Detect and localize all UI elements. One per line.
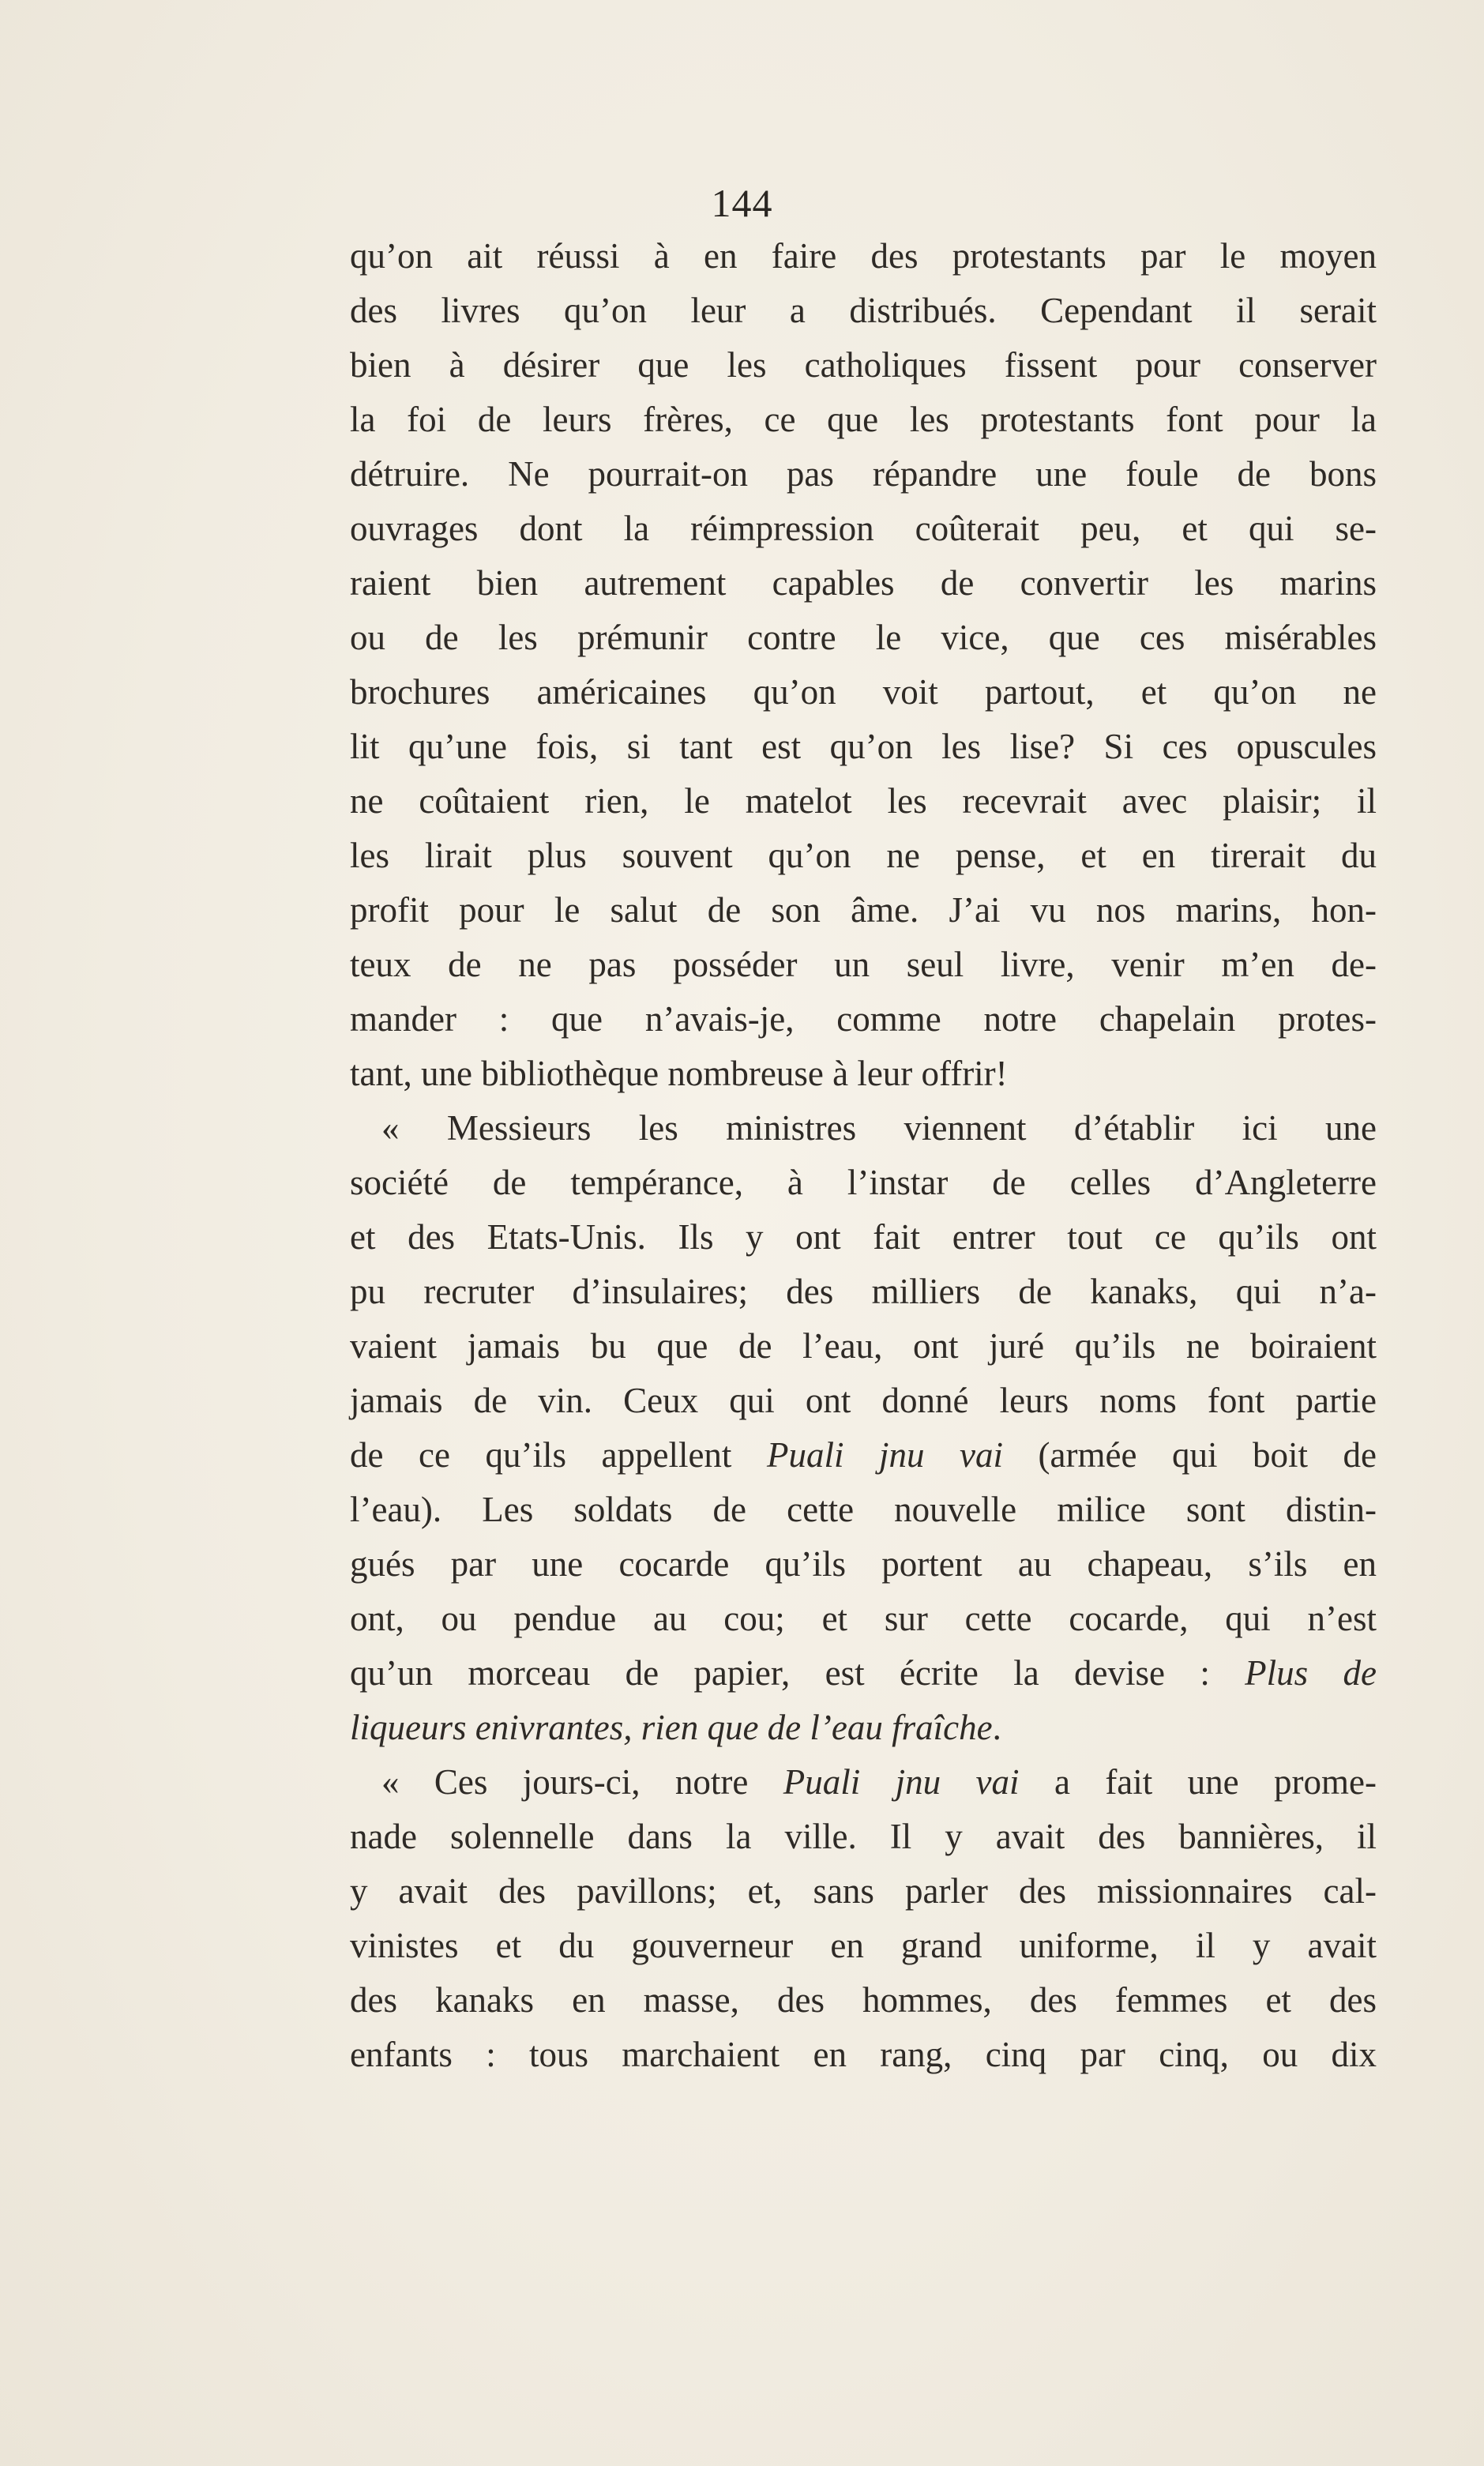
text-line: ont, ou pendue au cou; et sur cette cocarde, qui n’est [350,1599,1377,1638]
text-line [350,1701,1377,1755]
text-line: des livres qu’on leur a distribués. Cependant il serait [350,291,1377,330]
text-line: l’eau). Les soldats de cette nouvelle milice sont distin- [350,1490,1377,1529]
text-line: gués par une cocarde qu’ils portent au chapeau, s’ils en [350,1544,1377,1584]
text-segment: « Ces jours-ci, notre [381,1762,783,1802]
text-segment: (armée qui boit de [1003,1435,1377,1475]
text-line: raient bien autrement capables de convertir les marins [350,563,1377,603]
text-line: y avait des pavillons; et, sans parler des missionnaires cal- [350,1871,1377,1911]
text-line: brochures américaines qu’on voit partout, et qu’on ne [350,672,1377,712]
text-line: enfants : tous marchaient en rang, cinq par cinq, ou dix [350,2035,1377,2074]
body-text [350,229,1377,2082]
text-segment: qu’un morceau de papier, est écrite la devise : [350,1653,1245,1693]
italic-text: Puali jnu vai [783,1762,1020,1802]
text-line: lit qu’une fois, si tant est qu’on les lise? Si ces opuscules [350,727,1377,766]
italic-text: Plus de [1245,1653,1377,1693]
text-line [350,1755,1377,1810]
text-segment: a fait une prome- [1019,1762,1377,1802]
text-line: ouvrages dont la réimpression coûterait peu, et qui se- [350,509,1377,548]
text-line: ne coûtaient rien, le matelot les recevrait avec plaisir; il [350,781,1377,821]
text-line: qu’on ait réussi à en faire des protestants par le moyen [350,236,1377,276]
text-line: teux de ne pas posséder un seul livre, venir m’en de- [350,945,1377,984]
text-line: ou de les prémunir contre le vice, que ces misérables [350,618,1377,657]
text-line [350,1428,1377,1483]
text-line: mander : que n’avais-je, comme notre chapelain protes- [350,999,1377,1039]
text-line: des kanaks en masse, des hommes, des femmes et des [350,1980,1377,2020]
text-line: vinistes et du gouverneur en grand uniforme, il y avait [350,1926,1377,1965]
italic-text: liqueurs enivrantes, rien que de l’eau fraîche [350,1708,993,1747]
text-line: et des Etats-Unis. Ils y ont fait entrer tout ce qu’ils ont [350,1217,1377,1257]
text-line: société de tempérance, à l’instar de celles d’Angleterre [350,1163,1377,1202]
page-number: 144 [711,181,773,225]
text-line: les lirait plus souvent qu’on ne pense, et en tirerait du [350,836,1377,875]
text-line: « Messieurs les ministres viennent d’établir ici une [381,1108,1377,1148]
text-line: vaient jamais bu que de l’eau, ont juré qu’ils ne boiraient [350,1326,1377,1366]
text-line: nade solennelle dans la ville. Il y avait des bannières, il [350,1817,1377,1856]
text-line [350,1646,1377,1701]
text-line: détruire. Ne pourrait-on pas répandre une foule de bons [350,454,1377,494]
text-segment: de ce qu’ils appellent [350,1435,767,1475]
text-line: bien à désirer que les catholiques fissent pour conserver [350,345,1377,385]
text-line: jamais de vin. Ceux qui ont donné leurs noms font partie [350,1381,1377,1420]
text-line: profit pour le salut de son âme. J’ai vu nos marins, hon- [350,890,1377,930]
italic-text: Puali jnu vai [766,1435,1003,1475]
text-line: la foi de leurs frères, ce que les protestants font pour la [350,400,1377,439]
text-line: pu recruter d’insulaires; des milliers de kanaks, qui n’a- [350,1272,1377,1311]
text-segment: . [992,1708,1001,1747]
text-line: tant, une bibliothèque nombreuse à leur offrir! [350,1054,1008,1093]
